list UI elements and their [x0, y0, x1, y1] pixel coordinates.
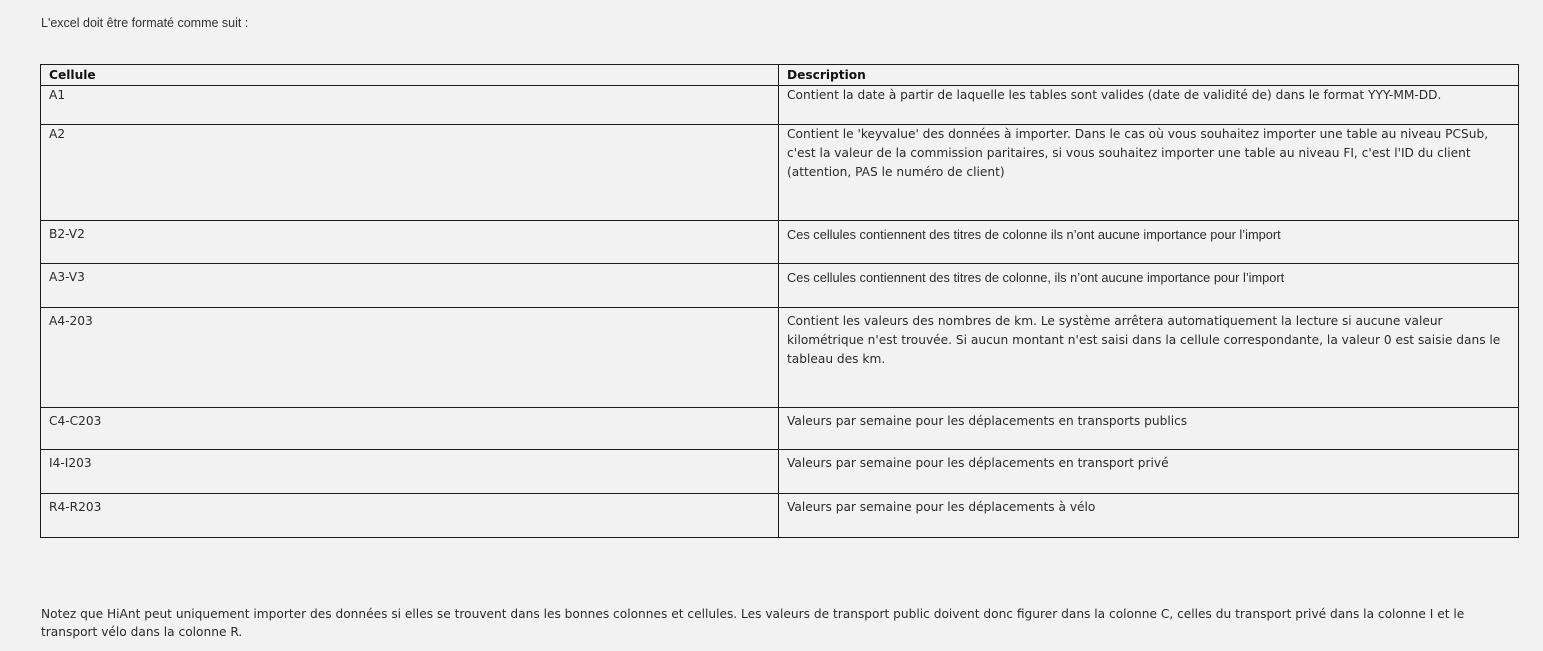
cell-reference: A3-V3	[41, 264, 779, 308]
cell-description: Ces cellules contiennent des titres de colonne ils n’ont aucune importance pour l’import	[779, 221, 1519, 264]
cell-reference: R4-R203	[41, 494, 779, 538]
table-row	[41, 408, 1519, 450]
header-description: Description	[779, 65, 1519, 86]
cell-format-table	[40, 64, 1519, 538]
table-row	[41, 125, 1519, 221]
cell-description: Contient le 'keyvalue' des données à importer. Dans le cas où vous souhaitez importer une table au niveau PCSub, c'est la valeur de la commission paritaires, si vous souhaitez importer une table au niveau FI, c'est l'ID du client (attention, PAS le numéro de client)	[779, 125, 1519, 221]
header-cellule: Cellule	[41, 65, 779, 86]
cell-reference: A2	[41, 125, 779, 221]
table-row	[41, 450, 1519, 494]
cell-reference: C4-C203	[41, 408, 779, 450]
cell-description: Ces cellules contiennent des titres de colonne, ils n’ont aucune importance pour l’import	[779, 264, 1519, 308]
table-row	[41, 86, 1519, 125]
table-header-row	[41, 65, 1519, 86]
cell-reference: A4-203	[41, 308, 779, 408]
cell-reference: B2-V2	[41, 221, 779, 264]
cell-reference: I4-I203	[41, 450, 779, 494]
table-row	[41, 494, 1519, 538]
cell-description: Contient les valeurs des nombres de km. Le système arrêtera automatiquement la lecture si aucune valeur kilométrique n'est trouvée. Si aucun montant n'est saisi dans la cellule correspondante, la valeur 0 est saisie dans le tableau des km.	[779, 308, 1519, 408]
intro-text: L'excel doit être formaté comme suit :	[41, 16, 249, 30]
cell-description: Valeurs par semaine pour les déplacements en transports publics	[779, 408, 1519, 450]
cell-description: Valeurs par semaine pour les déplacements à vélo	[779, 494, 1519, 538]
cell-description: Valeurs par semaine pour les déplacements en transport privé	[779, 450, 1519, 494]
table-row	[41, 308, 1519, 408]
table-row	[41, 264, 1519, 308]
cell-description: Contient la date à partir de laquelle les tables sont valides (date de validité de) dans le format YYY-MM-DD.	[779, 86, 1519, 125]
table-row	[41, 221, 1519, 264]
footer-note: Notez que HiAnt peut uniquement importer des données si elles se trouvent dans les bonnes colonnes et cellules. Les valeurs de transport public doivent donc figurer dans la colonne C, celles du transport privé dans la colonne I et le transport vélo dans la colonne R.	[41, 607, 1465, 639]
cell-reference: A1	[41, 86, 779, 125]
